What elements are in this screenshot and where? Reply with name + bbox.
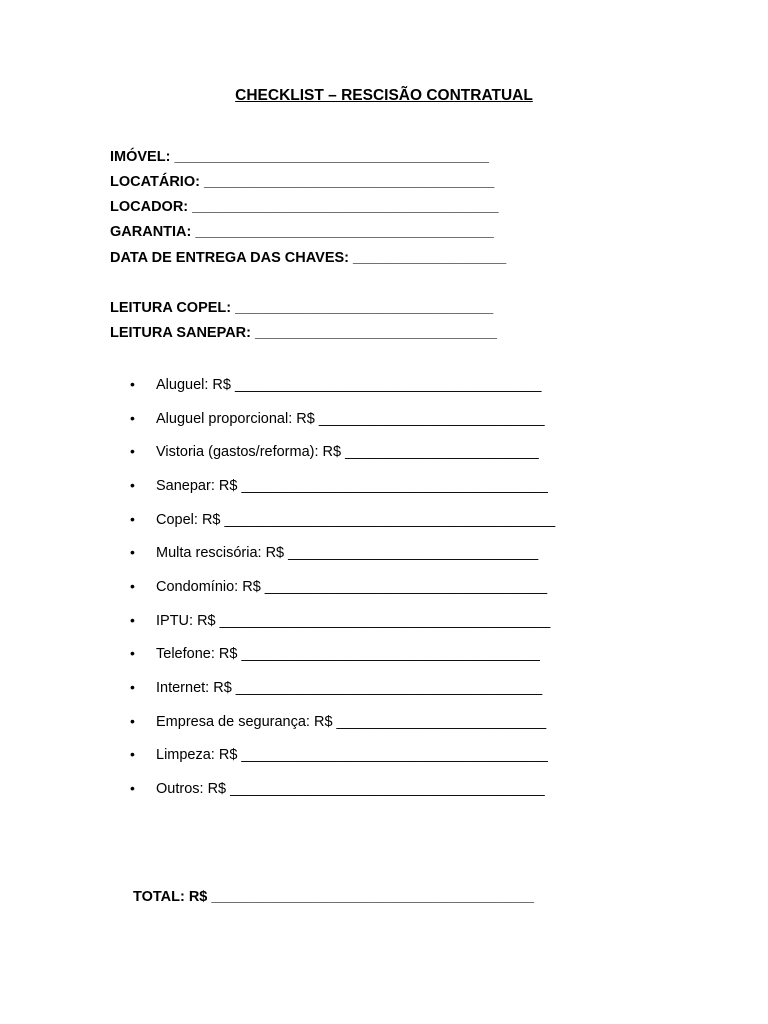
field-locador: LOCADOR: ______________________________________ — [110, 199, 499, 215]
list-item-text: Multa rescisória: R$ _______________________________ — [156, 545, 539, 561]
list-item-text: IPTU: R$ _________________________________________ — [156, 613, 551, 629]
list-item — [130, 644, 540, 663]
field-imovel: IMÓVEL: _______________________________________ — [110, 149, 489, 165]
document-title: CHECKLIST – RESCISÃO CONTRATUAL — [235, 87, 533, 104]
bullet-icon: • — [130, 376, 135, 392]
bullet-icon: • — [130, 544, 135, 560]
bullet-icon: • — [130, 410, 135, 426]
list-item — [130, 510, 555, 529]
list-item — [130, 678, 542, 697]
bullet-icon: • — [130, 477, 135, 493]
total-field: TOTAL: R$ ________________________________________ — [133, 889, 534, 905]
list-item — [130, 442, 539, 461]
bullet-icon: • — [130, 713, 135, 729]
field-data-entrega-chaves: DATA DE ENTREGA DAS CHAVES: ___________________ — [110, 250, 507, 266]
field-garantia: GARANTIA: _____________________________________ — [110, 224, 494, 240]
list-item-text: Internet: R$ ______________________________________ — [156, 680, 543, 696]
bullet-icon: • — [130, 746, 135, 762]
list-item — [130, 409, 545, 428]
list-item-text: Telefone: R$ _____________________________________ — [156, 646, 540, 662]
bullet-icon: • — [130, 443, 135, 459]
list-item-text: Vistoria (gastos/reforma): R$ ________________________ — [156, 444, 539, 460]
bullet-icon: • — [130, 645, 135, 661]
bullet-icon: • — [130, 679, 135, 695]
list-item-text: Aluguel: R$ ______________________________________ — [156, 377, 542, 393]
list-item — [130, 375, 541, 394]
list-item — [130, 543, 538, 562]
list-item — [130, 779, 545, 798]
list-item-text: Aluguel proporcional: R$ ____________________________ — [156, 411, 545, 427]
field-leitura-sanepar: LEITURA SANEPAR: ______________________________ — [110, 325, 497, 341]
list-item — [130, 745, 548, 764]
list-item — [130, 611, 550, 630]
list-item — [130, 712, 546, 731]
list-item — [130, 476, 548, 495]
list-item-text: Empresa de segurança: R$ __________________________ — [156, 714, 547, 730]
list-item-text: Outros: R$ _______________________________________ — [156, 781, 545, 797]
list-item-text: Condomínio: R$ ___________________________________ — [156, 579, 548, 595]
field-leitura-copel: LEITURA COPEL: ________________________________ — [110, 300, 494, 316]
bullet-icon: • — [130, 578, 135, 594]
list-item — [130, 577, 547, 596]
bullet-icon: • — [130, 780, 135, 796]
bullet-icon: • — [130, 612, 135, 628]
list-item-text: Copel: R$ _________________________________________ — [156, 512, 556, 528]
list-item-text: Sanepar: R$ ______________________________________ — [156, 478, 548, 494]
bullet-icon: • — [130, 511, 135, 527]
field-locatario: LOCATÁRIO: ____________________________________ — [110, 174, 495, 190]
list-item-text: Limpeza: R$ ______________________________________ — [156, 747, 548, 763]
